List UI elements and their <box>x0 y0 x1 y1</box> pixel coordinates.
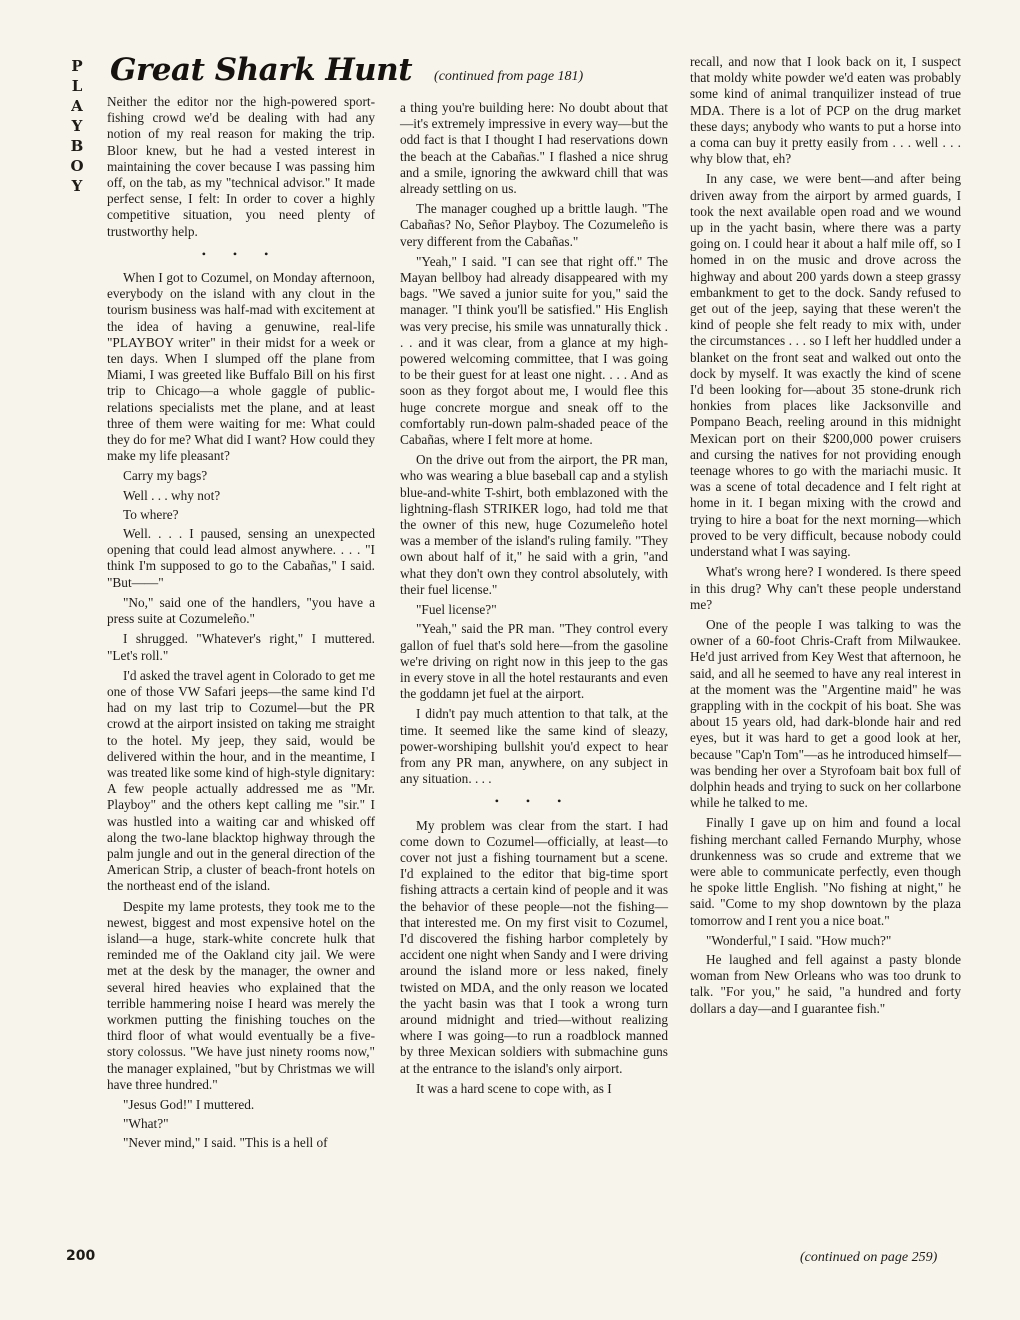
text-column-3 <box>690 54 961 1021</box>
paragraph: "What?" <box>123 1116 169 1132</box>
paragraph: One of the people I was talking to was the owner of a 60-foot Chris-Craft from Milwaukee. He'd just arrived from Key West that afternoon, he said, and all he seemed to have any real interest in at the moment was the "Argentine maid" he was grappling with in the cockpit of his boat. She was about 15 years old, had dark-blonde hair and red eyes, but it was hard to get a good look at her, because "Cap'n Tom"—as he introduced himself—was bending her over a Styrofoam bait box full of dolphin heads and trying to suck on her collarbone while he talked to me. <box>690 616 961 811</box>
paragraph: Finally I gave up on him and found a local fishing merchant called Fernando Murphy, whose drunkenness was so crude and extreme that we were able to communicate perfectly, even though he spoke little English. "No fishing at night," he said. "Come to my shop downtown by the plaza tomorrow and I rent you a nice boat." <box>690 815 961 928</box>
continued-to-note: (continued on page 259) <box>800 1250 938 1265</box>
magazine-side-label <box>66 56 88 196</box>
text-column-1 <box>107 94 375 1156</box>
side-label-letter: Y <box>71 117 83 135</box>
paragraph: a thing you're building here: No doubt about that—it's extremely impressive in every way—but the odd fact is that I thought I had reservations down the beach at the Cabañas." I flashed a nice shrug and a smile, ignoring the awkward chill that was already settling on us. <box>400 100 668 197</box>
side-label-letter: O <box>70 157 84 175</box>
paragraph: "Yeah," I said. "I can see that right off." The Mayan bellboy had already disappeared with my bags. "We saved a junior suite for you," said the manager. "I think you'll be satisfied." His English was very precise, his smile was unnaturally thick . . . and it was clear, from a glance at my high-powered welcoming committee, that I was going to be their guest for at least one night. . . . And as soon as they forgot about me, I would flee this huge concrete morgue and sneak off to the comfortably run-down palm-shaded peace of the Cabañas, where I felt more at home. <box>400 253 668 448</box>
paragraph: The manager coughed up a brittle laugh. "The Cabañas? No, Señor Playboy. The Cozumeleño is very different from the Cabañas." <box>400 201 668 249</box>
paragraph: "Wonderful," I said. "How much?" <box>706 932 892 948</box>
paragraph: Carry my bags? <box>123 468 208 484</box>
paragraph: It was a hard scene to cope with, as I <box>416 1080 612 1096</box>
side-label-letter: L <box>71 77 83 95</box>
paragraph: Well. . . . I paused, sensing an unexpected opening that could lead almost anywhere. . . . "I think I'm supposed to go to the Cabañas," I said. "But——" <box>107 526 375 590</box>
paragraph: My problem was clear from the start. I had come down to Cozumel—officially, at least—to cover not just a fishing tournament but a scene. I'd explained to the editor that big-time sport fishing attracts a certain kind of people and it was the behavior of these people—not the fishing—that interested me. On my first visit to Cozumel, I'd discovered the fishing harbor completely by accident one night when Sandy and I were driving around the island more or less naked, finely twisted on MDA, and the only reason we located the yacht basin was that I took a wrong turn around midnight and tried—without realizing where I was going—to run a roadblock manned by three Mexican soldiers with submachine guns at the entrance to the island's only airport. <box>400 817 668 1076</box>
side-label-letter: B <box>70 137 84 155</box>
paragraph: I didn't pay much attention to that talk, at the time. It seemed like the same kind of sleazy, power-worshiping bullshit you'd expect to hear from any PR man, anywhere, on any subject in any situation. . . . <box>400 706 668 787</box>
text-column-2 <box>400 100 668 1101</box>
paragraph: "Fuel license?" <box>416 602 497 618</box>
side-label-letter: P <box>71 57 83 75</box>
paragraph: "Jesus God!" I muttered. <box>123 1096 255 1112</box>
paragraph: What's wrong here? I wondered. Is there speed in this drug? Why can't these people understand me? <box>690 564 961 612</box>
side-label-letter: A <box>71 97 83 115</box>
article-header <box>110 52 670 98</box>
paragraph: recall, and now that I look back on it, I suspect that moldy white powder we'd eaten was probably some kind of animal tranquilizer instead of true MDA. There is a lot of PCP on the drug market these days; anybody who wants to put a horse into a coma can buy it pretty easily from . . . well . . . why blow that, eh? <box>690 54 961 167</box>
paragraph: To where? <box>123 506 179 522</box>
side-label-letter: Y <box>71 177 83 195</box>
continued-from-note: (continued from page 181) <box>434 69 584 84</box>
section-break: • • • <box>494 794 574 809</box>
page-number: 200 <box>66 1248 96 1264</box>
paragraph: He laughed and fell against a pasty blonde woman from New Orleans who was too drunk to talk. "For you," he said, "a hundred and forty dollars a day—and I guarantee fish." <box>690 951 961 1016</box>
paragraph: Well . . . why not? <box>123 487 221 503</box>
paragraph: Neither the editor nor the high-powered sport-fishing crowd we'd be dealing with had any notion of my real reason for making the trip. Bloor knew, but he had a vested interest in maintaining the cover because I was passing him off, on the tab, as my "technical advisor." It made perfect sense, I felt: In order to cover a highly competitive situation, you need plenty of trustworthy help. <box>107 94 375 239</box>
section-break: • • • <box>201 246 281 261</box>
paragraph: "Yeah," said the PR man. "They control every gallon of fuel that's sold here—from the gasoline we're driving on right now in this jeep to the gas in every stove in all the hotel restaurants and even the goddamn jet fuel at the airport. <box>400 621 668 702</box>
paragraph: I'd asked the travel agent in Colorado to get me one of those VW Safari jeeps—the same kind I'd had on my last trip to Cozumel—but the PR crowd at the airport insisted on taking me straight to the hotel. My jeep, they said, would be delivered within the hour, and in the meantime, I was treated like some kind of high-style dignitary: A few people actually addressed me as "Mr. Playboy" and the others kept calling me "sir." I was hustled into a waiting car and whisked off along the two-lane blacktop highway through the palm jungle and out in the general direction of the American Strip, a cluster of beach-front hotels on the northeast end of the island. <box>107 667 375 894</box>
paragraph: I shrugged. "Whatever's right," I muttered. "Let's roll." <box>107 631 375 663</box>
article-title: Great Shark Hunt <box>110 52 413 88</box>
paragraph: In any case, we were bent—and after being driven away from the airport by armed guards, I took the next available open road and we wound up in the yacht basin, where there was a party going on. I could hear it about a half mile off, so I homed in on the music and drove across the highway and about 200 yards down a steep grassy embankment to get to the dock. Sandy refused to get out of the jeep, saying that these weren't the kind of people she felt ready to mix with, under the circumstances . . . so I left her huddled under a blanket on the front seat and walked out onto the dock by myself. It was exactly the kind of scene I'd been looking for—about 35 stone-drunk rich honkies from places like Jacksonville and Pompano Beach, reeling around in this midnight Mexican port on their $200,000 power cruisers and cursing the natives for not providing enough teenage whores to go with the mariachi music. It was a scene of total decadence and I felt right at home in it. I began mixing with the crowd and trying to hire a boat for the next morning—which proved to be very difficult, because nobody could understand what I was saying. <box>690 171 961 560</box>
paragraph: "Never mind," I said. "This is a hell of <box>123 1135 328 1151</box>
paragraph: On the drive out from the airport, the PR man, who was wearing a blue baseball cap and a stylish blue-and-white T-shirt, both emblazoned with the lightning-flash STRIKER logo, had told me that the owner of this new, huge Cozumeleño hotel was a member of the island's ruling family. "They own about half of it," he said with a grin, "and what they don't own they control absolutely, with their fuel license." <box>400 452 668 597</box>
paragraph: "No," said one of the handlers, "you have a press suite at Cozumeleño." <box>107 594 375 627</box>
paragraph: When I got to Cozumel, on Monday afternoon, everybody on the island with any clout in the tourism business was half-mad with excitement at the idea of having a genuwine, real-life "PLAYBOY writer" in their midst for a week or ten days. When I slumped off the plane from Miami, I was greeted like Buffalo Bill on his first trip to Chicago—a whole gaggle of public-relations specialists met the plane, and at least three of them were waiting for me: What could they do for me? What did I want? How could they make my life pleasant? <box>107 270 375 464</box>
paragraph: Despite my lame protests, they took me to the newest, biggest and most expensive hotel on the island—a huge, stark-white concrete hulk that reminded me of the Oakland city jail. We were met at the desk by the manager, the owner and several hired heavies who explained that the terrible hammering noise I heard was merely the workmen putting the finishing touches on the third floor of what would eventually be a five-story colossus. "We have just ninety rooms now," the manager explained, "but by Christmas we will have three hundred." <box>107 898 375 1092</box>
